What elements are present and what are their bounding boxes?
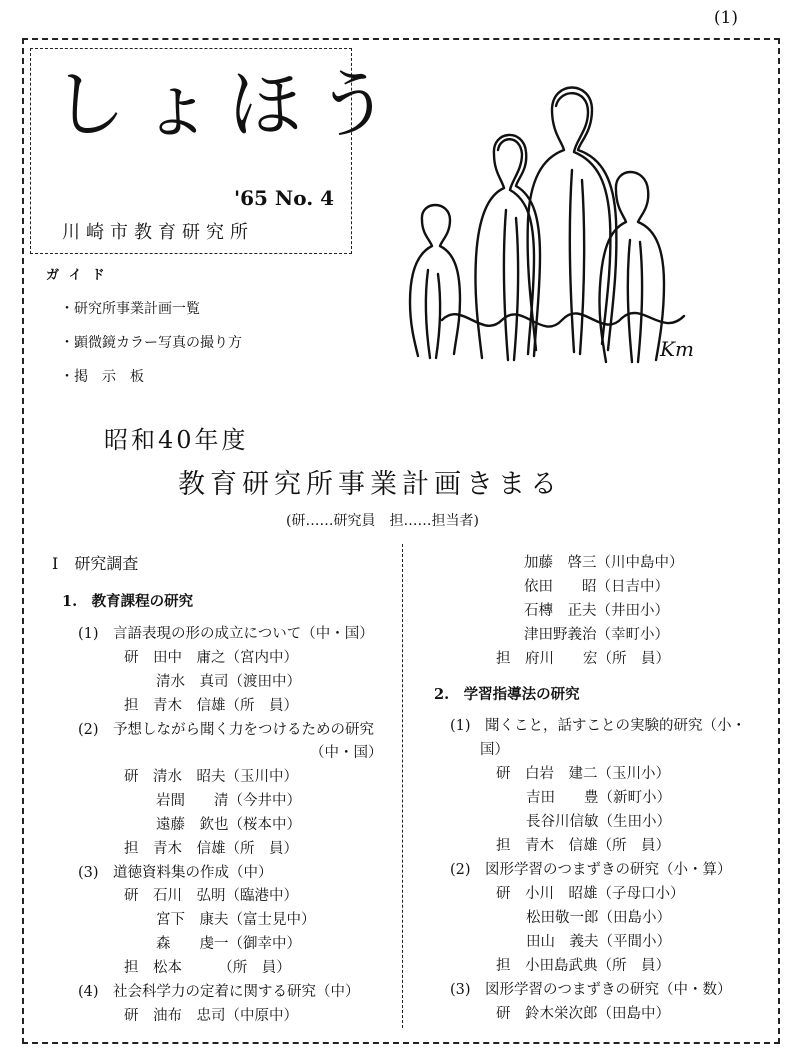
- topic-title: (1) 聞くこと，話すことの実験的研究（小・: [450, 718, 747, 734]
- member-line: 研 田中 庸之（宮内中）: [124, 650, 298, 666]
- member-line: 津田野義治（幸町小）: [524, 627, 669, 643]
- member-line: 研 石川 弘明（臨港中）: [124, 888, 298, 904]
- member-line: 依田 昭（日吉中）: [524, 579, 669, 595]
- member-line: 担 青木 信雄（所 員）: [124, 698, 298, 714]
- legend: (研……研究員 担……担当者): [286, 513, 479, 529]
- member-line: 森 虔一（御幸中）: [156, 936, 301, 952]
- section-heading: 2. 学習指導法の研究: [434, 686, 580, 703]
- topic-title: (1) 言語表現の形の成立について（中・国）: [78, 626, 374, 642]
- member-line: 研 白岩 建二（玉川小）: [496, 766, 670, 782]
- member-line: 石槫 正夫（井田小）: [524, 603, 669, 619]
- publisher: 川崎市教育研究所: [62, 222, 254, 243]
- member-line: 担 小田島武典（所 員）: [496, 958, 670, 974]
- guide-item: ・掲 示 板: [60, 369, 144, 385]
- member-line: 研 鈴木栄次郎（田島中）: [496, 1006, 670, 1022]
- member-line: 担 府川 宏（所 員）: [496, 651, 670, 667]
- column-divider: [402, 544, 403, 1028]
- member-line: 清水 真司（渡田中）: [156, 674, 301, 690]
- topic-title: (2) 図形学習のつまずきの研究（小・算）: [450, 862, 732, 878]
- member-line: 研 小川 昭雄（子母口小）: [496, 886, 685, 902]
- topic-title-cont: （中・国）: [310, 745, 383, 761]
- member-line: 岩間 清（今井中）: [156, 793, 301, 809]
- topic-title: (4) 社会科学力の定着に関する研究（中）: [78, 984, 360, 1000]
- fiscal-year: 昭和40年度: [104, 426, 249, 454]
- member-line: 加藤 啓三（川中島中）: [524, 555, 684, 571]
- guide-title: ガイド: [46, 268, 115, 283]
- topic-title: (3) 道徳資料集の作成（中）: [78, 865, 273, 881]
- topic-title-cont: 国）: [480, 742, 509, 758]
- member-line: 担 青木 信雄（所 員）: [496, 838, 670, 854]
- member-line: 田山 義夫（平間小）: [526, 934, 671, 950]
- member-line: 宮下 康夫（富士見中）: [156, 912, 316, 928]
- member-line: 吉田 豊（新町小）: [526, 790, 671, 806]
- masthead-title: しょほう: [52, 62, 404, 148]
- member-line: 遠藤 欽也（桜本中）: [156, 817, 301, 833]
- topic-title: (2) 予想しながら聞く力をつけるための研究: [78, 722, 375, 738]
- page-number: (1): [713, 8, 738, 28]
- member-line: 松田敬一郎（田島小）: [526, 910, 671, 926]
- section-heading: 1. 教育課程の研究: [62, 593, 194, 610]
- illustrator-signature: Km: [660, 337, 694, 361]
- issue-number: '65 No. 4: [234, 186, 335, 210]
- member-line: 長谷川信敏（生田小）: [526, 814, 671, 830]
- topic-title: (3) 図形学習のつまずきの研究（中・数）: [450, 982, 732, 998]
- member-line: 研 清水 昭夫（玉川中）: [124, 769, 298, 785]
- member-line: 研 油布 忠司（中原中）: [124, 1008, 298, 1024]
- family-illustration: [402, 70, 702, 370]
- member-line: 担 青木 信雄（所 員）: [124, 841, 298, 857]
- guide-item: ・顕微鏡カラー写真の撮り方: [60, 335, 242, 351]
- member-line: 担 松本 （所 員）: [124, 960, 291, 976]
- guide-item: ・研究所事業計画一覧: [60, 301, 200, 317]
- headline: 教育研究所事業計画きまる: [178, 469, 562, 500]
- chapter-heading: I 研究調査: [52, 554, 139, 573]
